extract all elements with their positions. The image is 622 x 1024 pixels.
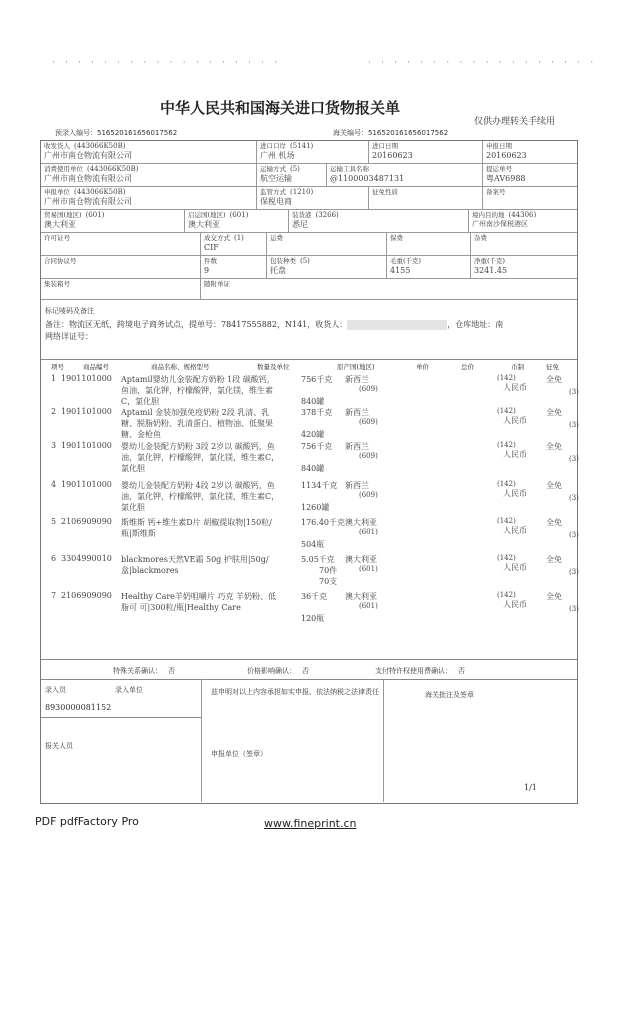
customs-number: 海关编号：516520161656017562 (333, 129, 449, 137)
table-row: 4 1901101000 婴幼儿金装配方奶粉 4段 2岁以 碳酸钙，鱼油，氯化钾，柠檬酸钾，氯化镁，维生素C，氯化胆 1134千克 1260罐 新西兰 (609) (142) 人民币 全免 (3) (51, 480, 579, 512)
import-port-cell: 进口口岸 (5141) 广州 机场 (257, 141, 369, 164)
deal-cell: 成交方式 (1) CIF (201, 233, 267, 256)
document-title: 中华人民共和国海关进口货物报关单 (159, 99, 400, 117)
container-cell: 集装箱号 (41, 279, 201, 300)
table-row: 5 2106909090 斯维斯 钙+维生素D片 胡椒提取物|150粒/瓶|斯维斯 176.40千克 504瓶 澳大利亚 (601) (142) 人民币 全免 (3) (51, 517, 579, 549)
entry-code: 8930000081152 (45, 703, 112, 712)
gross-weight-cell: 毛重(千克) 4155 (387, 256, 471, 279)
entry-unit-label: 录入单位 (115, 686, 143, 694)
redacted-block (347, 320, 447, 330)
entry-person-label: 录入员 (45, 686, 66, 694)
royalty-confirm: 支付特许权使用费确认： 否 (375, 667, 465, 675)
pre-entry-number: 预录入编号：516520161656017562 (55, 129, 178, 137)
th-qty: 数量及单位 (257, 363, 290, 371)
transport-cell: 运输方式 (5) 航空运输 (257, 164, 327, 187)
th-name: 商品名称、规格型号 (151, 363, 210, 371)
exemption-cell: 征免性质 (369, 187, 483, 210)
declare-date-cell: 申报日期 20160623 (483, 141, 577, 164)
declarant-label: 报关人员 (45, 742, 73, 750)
top-dots-right: · · · · · · · · · · · · · · · · · · (368, 58, 598, 67)
footer-top-rule (41, 679, 577, 680)
consignee-cell: 收发货人 (443066K50B) 广州市南仓物流有限公司 (41, 141, 257, 164)
entry-rule (41, 717, 201, 718)
table-row: 6 3304990010 blackmores天然VE霜 50g 护肤用|50g/盒|blackmores 5.05千克 70件 70支 澳大利亚 (601) (142) 人民币 全免 (3) (51, 554, 579, 586)
th-exempt: 征免 (546, 363, 559, 371)
special-relation-confirm: 特殊关系确认： 否 (113, 667, 175, 675)
declaration-text: 兹申明对以上内容承担如实申报、依法纳税之法律责任 (211, 688, 379, 696)
th-hs: 商品编号 (83, 363, 109, 371)
document-note: 仅供办理转关手续用 (474, 117, 556, 127)
th-currency: 币制 (511, 363, 524, 371)
package-cell: 包装种类 (5) 托盘 (267, 256, 387, 279)
trade-country-cell: 贸易国(地区) (601) 澳大利亚 (41, 210, 185, 233)
price-impact-confirm: 价格影响确认： 否 (247, 667, 309, 675)
table-row: 3 1901101000 婴幼儿金装配方奶粉 3段 2岁以 碳酸钙，鱼油，氯化钾，柠檬酸钾，氯化镁，维生素C，氯化胆 756千克 840罐 新西兰 (609) (142) 人民币 全免 (3) (51, 441, 579, 473)
destination-cell: 境内目的地 (44306) 广州南沙保税港区 (469, 210, 577, 233)
top-dots-left: · · · · · · · · · · · · · · · · · · (52, 58, 282, 67)
declaration-form (40, 140, 578, 804)
th-seq: 项号 (51, 363, 64, 371)
footer-divider-2 (383, 679, 384, 802)
table-row: 1 1901101000 Aptamil婴幼儿金装配方奶粉 1段 碳酸钙，鱼油，氯化钾，柠檬酸钾，氯化镁，维生素C，氯化胆 756千克 840罐 新西兰 (609) (142) 人民币 全免 (3) (51, 374, 579, 406)
th-origin: 原产国(地区) (337, 363, 375, 371)
loading-port-cell: 装货港 (3266) 悉尼 (289, 210, 469, 233)
contract-cell: 合同协议号 (41, 256, 201, 279)
insurance-cell: 保费 (387, 233, 471, 256)
record-cell: 备案号 (483, 187, 577, 210)
remarks-text: 备注：物流区无纸，跨境电子商务试点，提单号：78417555882，N141，收货人： ，仓库地址：南 网络详证号： (45, 320, 504, 341)
net-weight-cell: 净重(千克) 3241.45 (471, 256, 577, 279)
consumer-cell: 消费使用单位 (443066K50B) 广州市南仓物流有限公司 (41, 164, 257, 187)
misc-cell: 杂费 (471, 233, 577, 256)
bill-cell: 提运单号 粤AV6988 (483, 164, 577, 187)
freight-cell: 运费 (267, 233, 387, 256)
customs-approval-label: 海关批注及签章 (425, 691, 474, 699)
page-indicator: 1/1 (524, 783, 537, 792)
table-row: 2 1901101000 Aptamil 金装加强免疫奶粉 2段 乳清、乳糖、脱脂奶粉、乳清蛋白、植物油、低聚果糖、金枪鱼 378千克 420罐 新西兰 (609) (142) 人民币 全免 (3) (51, 407, 579, 439)
table-row: 7 2106909090 Healthy Care羊奶咀嚼片 巧克 羊奶粉、低脂可 可|300粒/瓶|Healthy Care 36千克 120瓶 澳大利亚 (601) (142) 人民币 全免 (3) (51, 591, 579, 623)
fineprint-link[interactable]: www.fineprint.cn (264, 817, 357, 830)
table-top-rule (41, 359, 577, 360)
declarant-unit-sign: 申报单位（签章） (211, 750, 267, 758)
pieces-cell: 件数 9 (201, 256, 267, 279)
th-unit-price: 单价 (416, 363, 429, 371)
supervision-cell: 监管方式 (1210) 保税电商 (257, 187, 369, 210)
import-date-cell: 进口日期 20160623 (369, 141, 483, 164)
th-total: 总价 (461, 363, 474, 371)
confirm-top-rule (41, 659, 577, 660)
marks-label: 标记唛码及备注 (45, 307, 94, 315)
license-cell: 许可证号 (41, 233, 201, 256)
pdf-factory-label: PDF pdfFactory Pro (35, 815, 139, 828)
origin-country-cell: 启运国(地区) (601) 澳大利亚 (185, 210, 289, 233)
vehicle-cell: 运输工具名称 @1100003487131 (327, 164, 483, 187)
documents-cell: 随附单证 (201, 279, 577, 300)
declarant-unit-cell: 申报单位 (443066K50B) 广州市南仓物流有限公司 (41, 187, 257, 210)
footer-divider-1 (201, 679, 202, 802)
